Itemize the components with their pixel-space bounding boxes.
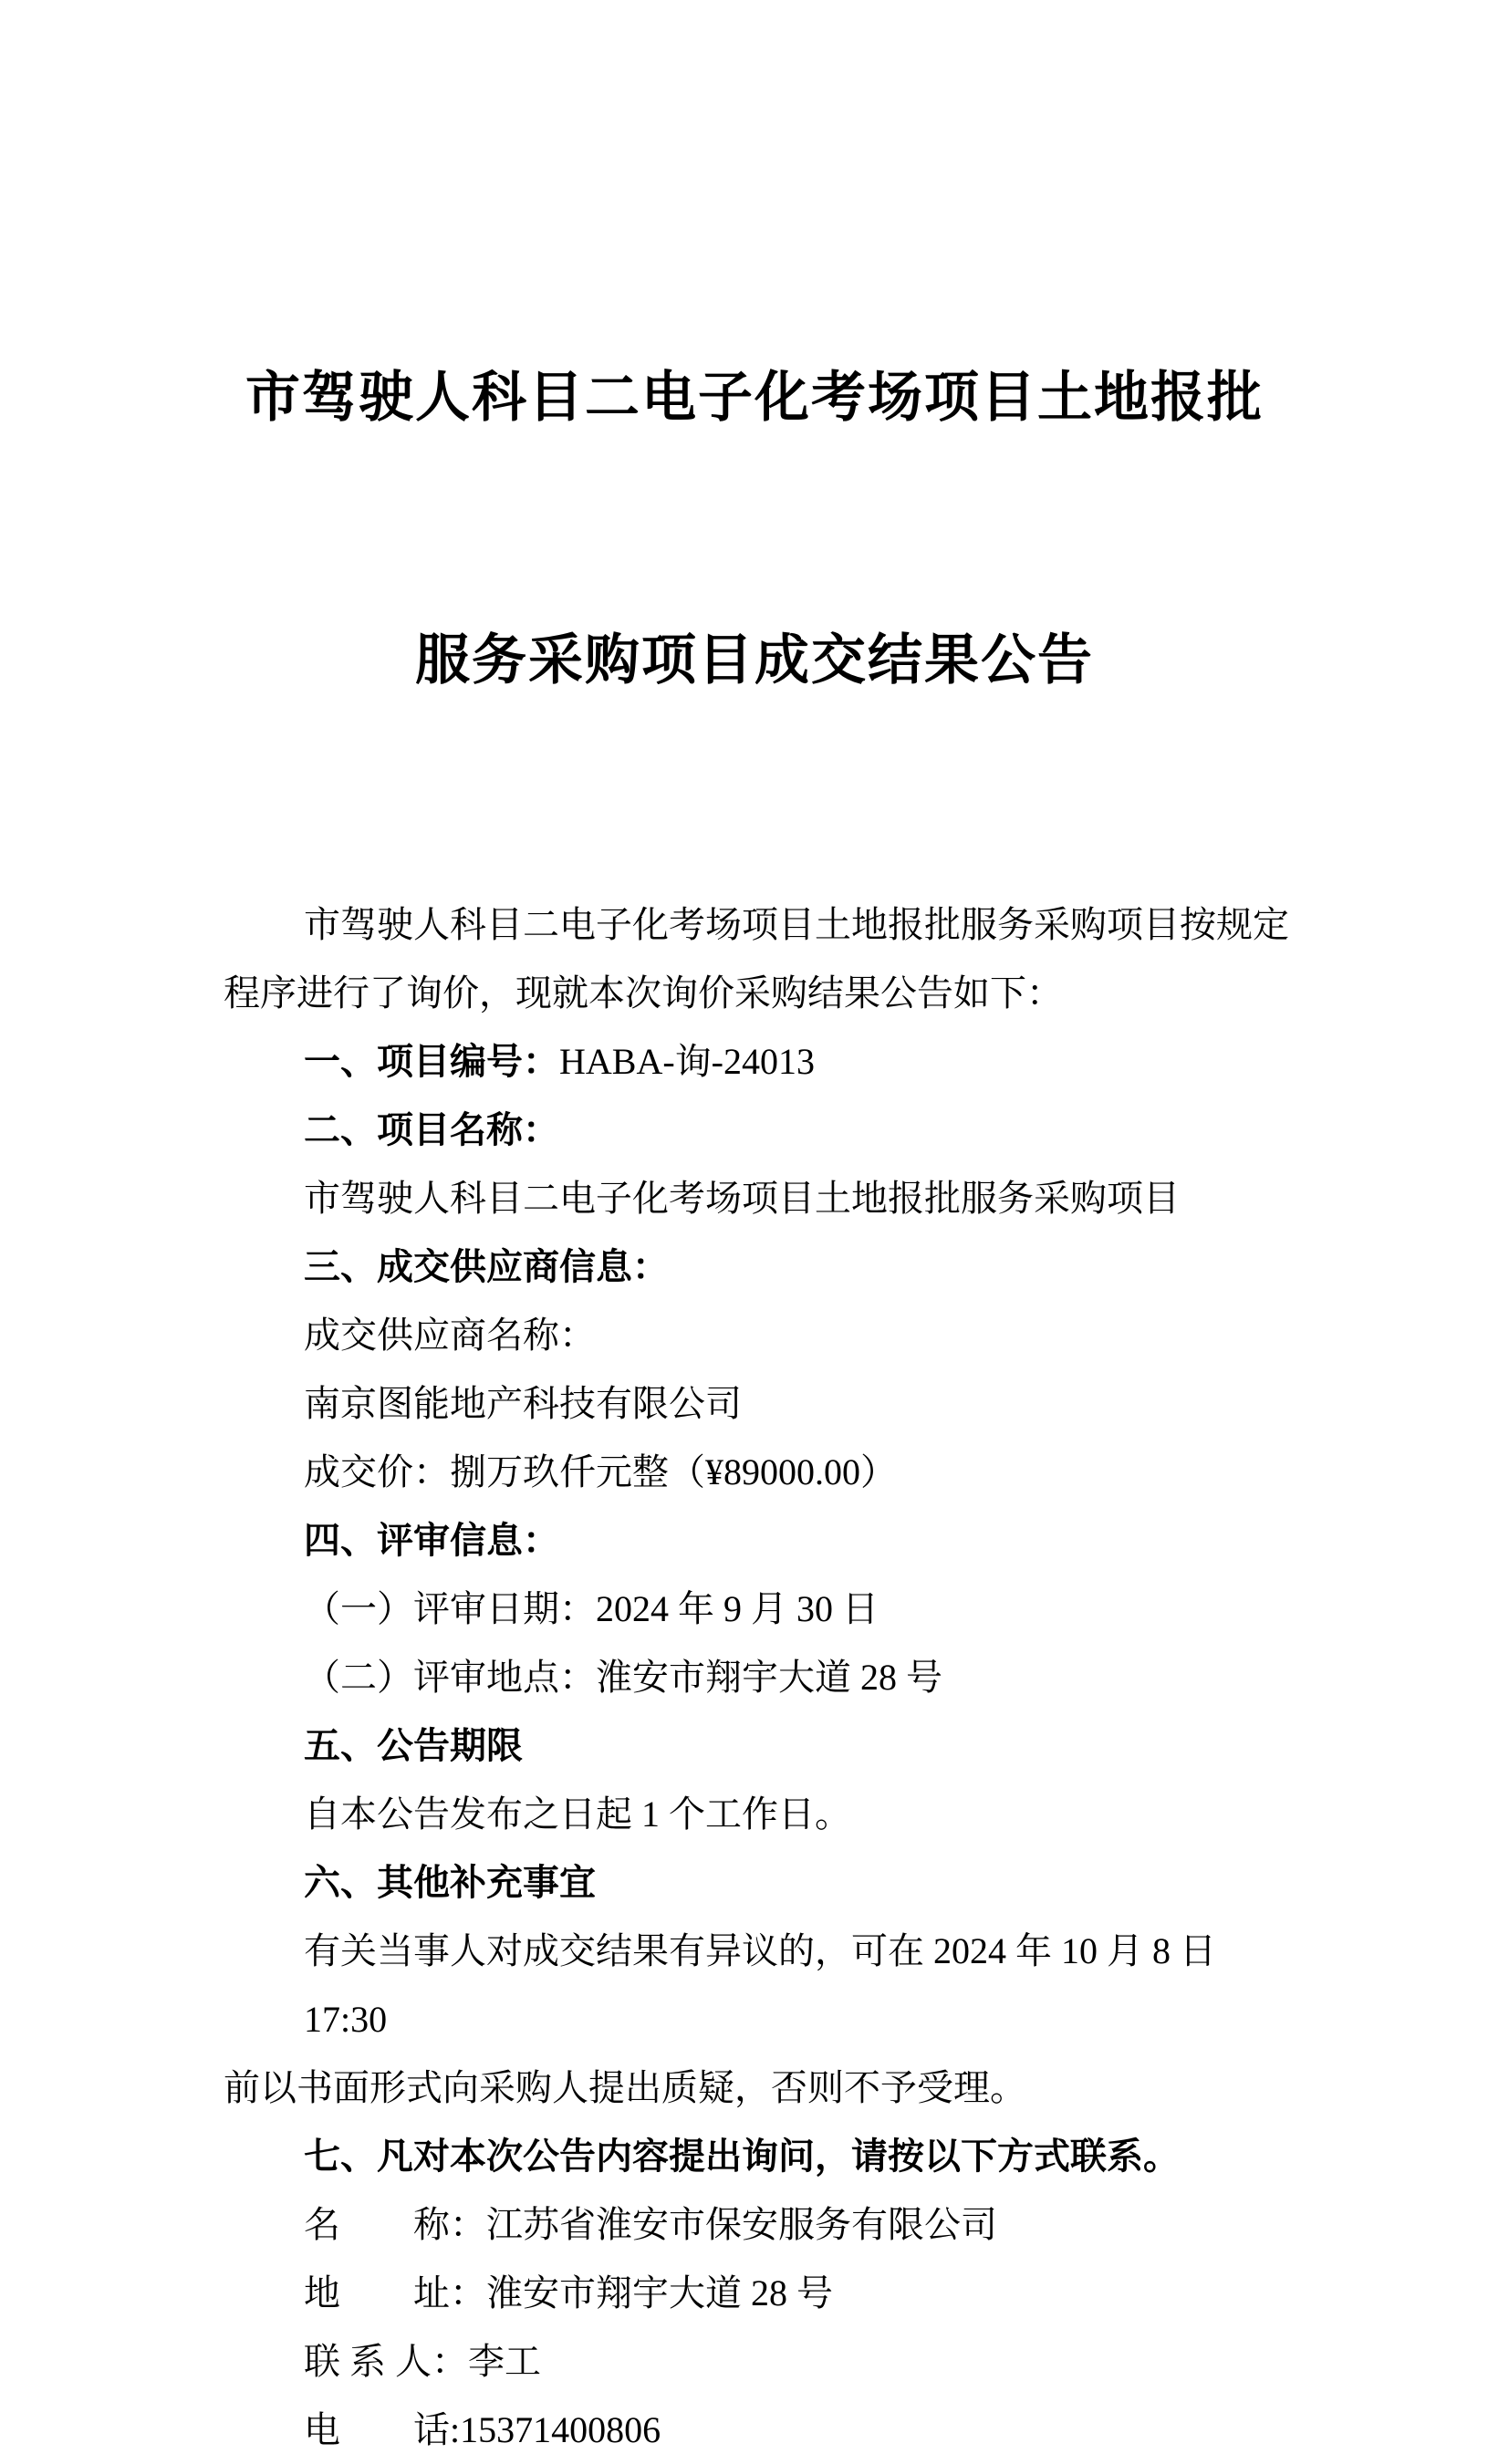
section-5-label: 五、公告期限: [304, 1725, 523, 1766]
intro-line-2: 程序进行了询价，现就本次询价采购结果公告如下：: [224, 972, 1063, 1014]
document-body: [224, 890, 1299, 2464]
title-line-2: 服务采购项目成交结果公告: [415, 630, 1094, 691]
objection-line-2: 前以书面形式向采购人提出质疑，否则不予受理。: [224, 2067, 1026, 2108]
section-1-project-number: [224, 1027, 1299, 1096]
supplier-name: 南京图能地产科技有限公司: [304, 1383, 742, 1424]
supplier-name-label: 成交供应商名称：: [304, 1315, 596, 1356]
section-7-label: 七、凡对本次公告内容提出询问，请按以下方式联系。: [304, 2136, 1180, 2177]
document-title: [0, 179, 1509, 879]
section-1-value: HABA-询-24013: [559, 1041, 815, 1082]
section-1-label: 一、项目编号：: [304, 1041, 559, 1082]
contact-address: 地 址：淮安市翔宇大道 28 号: [304, 2272, 833, 2313]
section-3-label: 三、成交供应商信息：: [304, 1246, 669, 1287]
contact-person: 联 系 人：李工: [304, 2341, 541, 2382]
section-2-project-name: 市驾驶人科目二电子化考场项目土地报批服务采购项目: [304, 1178, 1180, 1219]
announcement-period: 自本公告发布之日起 1 个工作日。: [304, 1793, 851, 1835]
review-place: （二）评审地点：淮安市翔宇大道 28 号: [304, 1657, 942, 1698]
announcement-page: [0, 179, 1509, 2450]
objection-line-1: 有关当事人对成交结果有异议的，可在 2024 年 10 月 8 日 17:30: [304, 1930, 1225, 2040]
contact-name: 名 称：江苏省淮安市保安服务有限公司: [304, 2204, 997, 2245]
review-date: （一）评审日期：2024 年 9 月 30 日: [304, 1588, 879, 1629]
section-4-label: 四、评审信息：: [304, 1520, 559, 1561]
section-2-label: 二、项目名称：: [304, 1109, 559, 1150]
section-6-label: 六、其他补充事宜: [304, 1862, 596, 1903]
deal-price: 成交价：捌万玖仟元整（¥89000.00）: [304, 1451, 897, 1492]
intro-line-1: 市驾驶人科目二电子化考场项目土地报批服务采购项目按规定: [304, 904, 1289, 945]
title-line-1: 市驾驶人科目二电子化考场项目土地报批: [245, 368, 1264, 428]
contact-phone: 电 话:15371400806: [304, 2409, 661, 2450]
